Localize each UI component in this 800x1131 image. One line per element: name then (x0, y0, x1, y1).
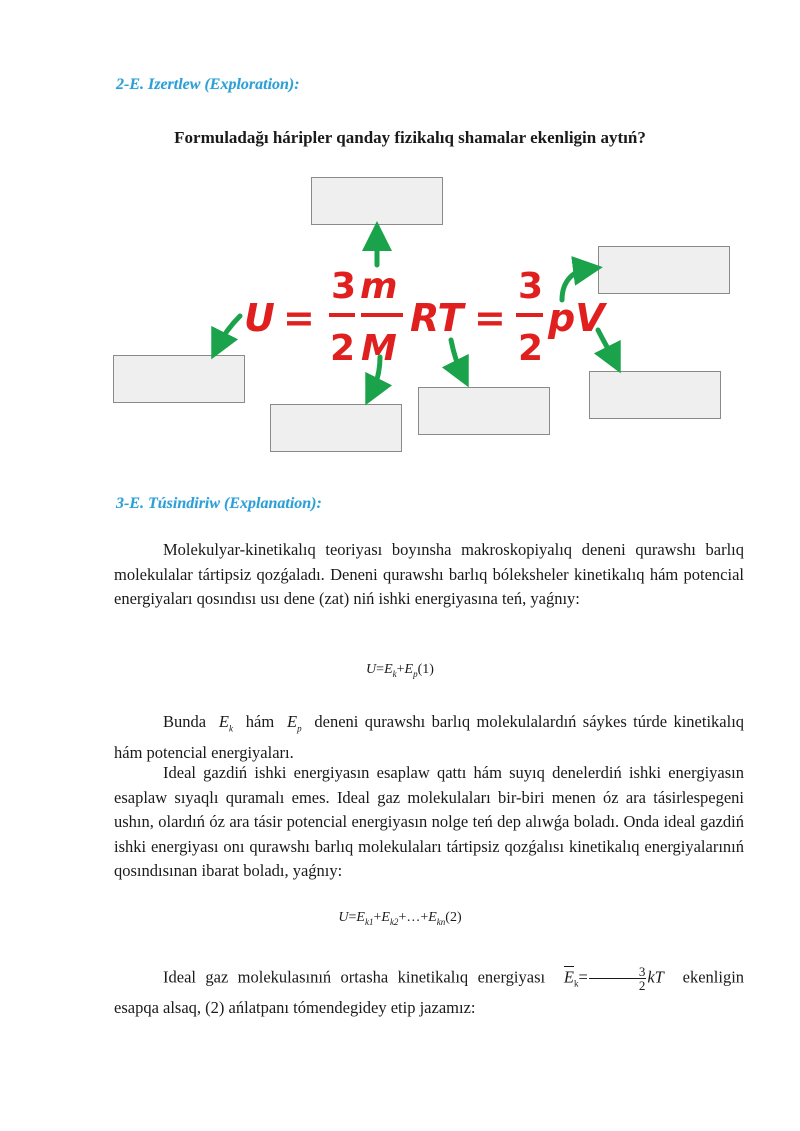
section-heading-explanation: 3-E. Túsindiriw (Explanation): (116, 495, 322, 512)
answer-box-V[interactable] (589, 371, 721, 419)
paragraph-average-energy (114, 965, 744, 1021)
equation-2 (0, 910, 800, 927)
eq2-E1: E (356, 910, 365, 925)
formula-denominator-2: 2 (330, 328, 356, 369)
eq2-En: E (428, 910, 437, 925)
fraction-bar-3 (516, 313, 543, 317)
p2-ek: E (218, 712, 229, 731)
answer-box-m[interactable] (311, 177, 443, 225)
formula-denominator-2b: 2 (518, 328, 544, 369)
eq1-E: E (384, 662, 393, 677)
formula-equals-1: = (283, 296, 315, 340)
formula-pV: pV (548, 296, 605, 340)
arrow-down-left-icon (218, 316, 240, 346)
question-text: Formuladağı háripler qanday fizikalıq shamalar ekenligin aytıń? (174, 128, 646, 147)
eq1-E2: E (404, 662, 414, 677)
formula-equals-2: = (474, 296, 506, 340)
formula-numerator-3: 3 (331, 266, 357, 307)
p2-text-c: deneni qurawshı barlıq molekulalardıń sáykes túrde kinetikalıq hám potencial energiyaları. (114, 712, 745, 762)
p2-ep: E (287, 712, 298, 731)
inline-frac-den: 2 (638, 978, 646, 993)
fraction-bar-2 (361, 313, 403, 317)
eq2-dots: +…+ (398, 910, 429, 925)
eq1-plus: + (396, 662, 405, 677)
eq1-equals: = (376, 662, 385, 677)
eq1-U: U (366, 662, 377, 677)
p2-ek-sub: k (228, 723, 233, 734)
formula-m: m (360, 266, 398, 307)
answer-box-U[interactable] (113, 355, 245, 403)
p2-text-b: hám (245, 712, 275, 731)
answer-box-M[interactable] (270, 404, 402, 452)
eq2-k1-sub: k1 (364, 916, 374, 927)
inline-ek: $\overline{E}$ (563, 967, 574, 987)
paragraph-ideal-gas: Ideal gazdiń ishki energiyasın esaplaw qattı hám suyıq denelerdiń ishki energiyasın esaplaw sıyaqlı quramalı emes. Ideal gaz molekulaları bir-biri menen óz ara tásirlespegeni ushın, olardıń óz ara tásir potencial energiyasın nolge teń dep alıwǵa boladı. Onda ideal gazdiń ishki energiyası onı qurawshı barlıq molekulaları tártipsiz qozǵalısı kinetikalıq energiyalarınıń qosındısınan ibarat boladı, yaǵnıy: (114, 763, 744, 880)
eq1-p-sub: p (413, 668, 418, 679)
equation-1 (0, 662, 800, 679)
eq2-E2: E (381, 910, 390, 925)
inline-fraction (589, 965, 647, 992)
formula-RT: RT (410, 296, 464, 340)
formula-U: U (244, 296, 275, 340)
arrow-down-icon (372, 357, 380, 392)
eq1-number: (1) (417, 662, 434, 677)
p4-text-b: ekenligin esapqa alsaq, (2) ańlatpanı tómendegidey etip jazamız: (114, 967, 745, 1018)
answer-box-RT[interactable] (418, 387, 550, 435)
arrow-curve-right-icon (562, 269, 588, 300)
p4-text-a: Ideal gaz molekulasınıń ortasha kinetikalıq energiyası (163, 967, 546, 987)
paragraph-bunda (114, 710, 744, 765)
arrow-down-right-icon (451, 340, 462, 374)
eq2-U: U (338, 910, 349, 925)
arrow-down-right-2-icon (598, 330, 614, 360)
paragraph-intro: Molekulyar-kinetikalıq teoriyası boyınsha makroskopiyalıq deneni qurawshı barlıq molekulalar tártipsiz qozǵaladı. Deneni qurawshı barlıq bóleksheler kinetikalıq hám potencial energiyaları qosındısı usı dene (zat) niń ishki energiyasına teń, yaǵnıy: (114, 540, 744, 608)
section-heading-exploration: 2-E. Izertlew (Exploration): (116, 76, 300, 93)
fraction-bar-1 (329, 313, 355, 317)
eq2-k2-sub: k2 (389, 916, 399, 927)
eq2-plus: + (373, 910, 382, 925)
eq1-k-sub: k (392, 668, 397, 679)
answer-box-p[interactable] (598, 246, 730, 294)
p2-text-a: Bunda (163, 712, 207, 731)
formula-M: M (361, 328, 397, 369)
inline-ek-sub: k (574, 978, 579, 989)
eq2-kn-sub: kn (436, 916, 446, 927)
eq2-number: (2) (445, 910, 462, 925)
inline-equals: = (578, 967, 588, 987)
eq2-equals: = (348, 910, 357, 925)
p2-ep-sub: p (297, 723, 302, 734)
inline-frac-num: 3 (589, 965, 647, 979)
formula-numerator-3b: 3 (518, 266, 544, 307)
inline-kT: kT (647, 967, 664, 987)
